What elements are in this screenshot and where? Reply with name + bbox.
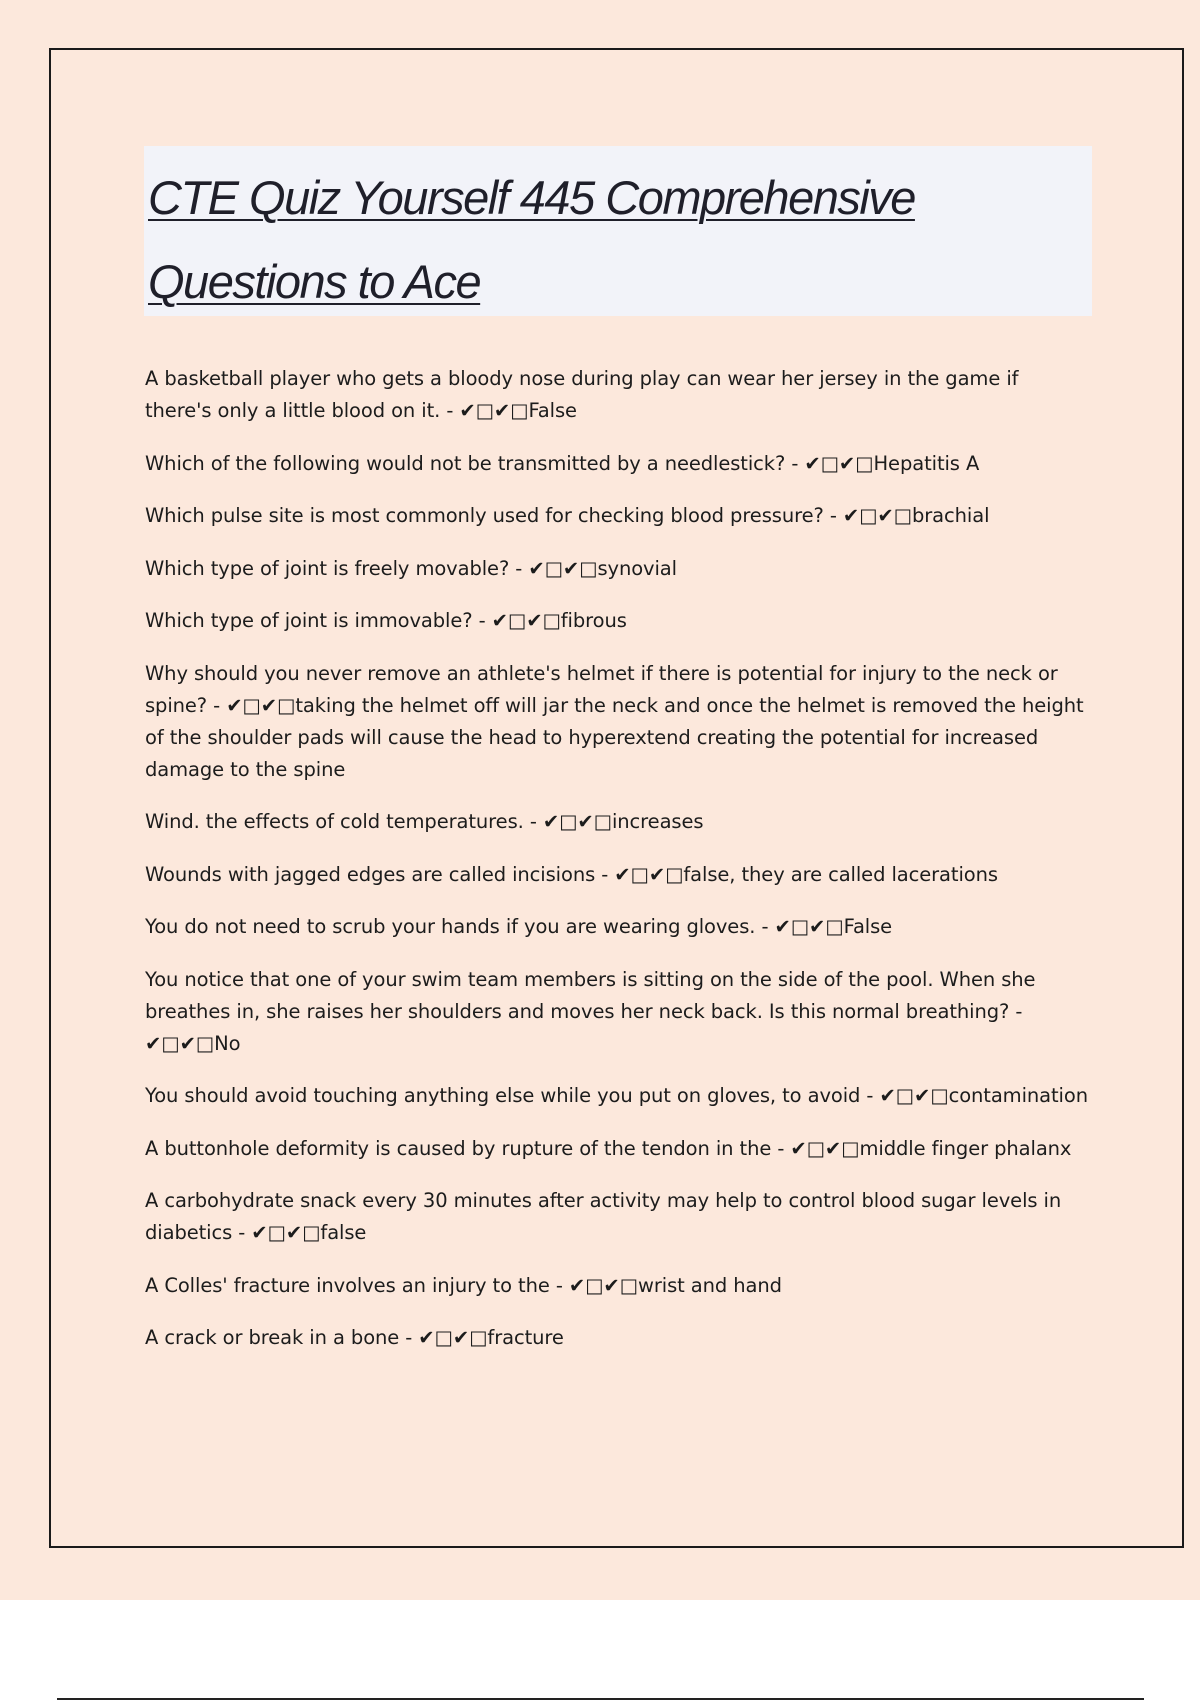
question-item: Which type of joint is immovable? - ✔□✔□fibrous: [145, 609, 627, 632]
title-line-1: CTE Quiz Yourself 445 Comprehensive: [148, 171, 915, 224]
question-item: A carbohydrate snack every 30 minutes after activity may help to control blood sugar levels in diabetics - ✔□✔□false: [145, 1189, 1062, 1244]
page-title: [148, 156, 1088, 324]
question-item: A crack or break in a bone - ✔□✔□fracture: [145, 1326, 564, 1349]
question-item: You should avoid touching anything else while you put on gloves, to avoid - ✔□✔□contamination: [145, 1084, 1088, 1107]
question-item: Which pulse site is most commonly used for checking blood pressure? - ✔□✔□brachial: [145, 504, 990, 527]
title-banner: [144, 146, 1092, 316]
question-item: A basketball player who gets a bloody nose during play can wear her jersey in the game if there's only a little blood on it. - ✔□✔□False: [145, 367, 1019, 422]
question-item: A Colles' fracture involves an injury to the - ✔□✔□wrist and hand: [145, 1273, 782, 1297]
question-item: You notice that one of your swim team members is sitting on the side of the pool. When she breathes in, she raises her shoulders and moves her neck back. Is this normal breathing? - ✔□✔□No: [145, 967, 1036, 1055]
title-line-2: Questions to Ace: [148, 255, 481, 308]
question-item: A buttonhole deformity is caused by rupture of the tendon in the - ✔□✔□middle finger phalanx: [145, 1136, 1072, 1160]
question-list: [145, 363, 1090, 1375]
question-item: Which type of joint is freely movable? - ✔□✔□synovial: [145, 556, 677, 580]
question-item: You do not need to scrub your hands if you are wearing gloves. - ✔□✔□False: [145, 915, 893, 938]
question-item: Wind. the effects of cold temperatures. - ✔□✔□increases: [145, 810, 704, 833]
question-item: Wounds with jagged edges are called incisions - ✔□✔□false, they are called lacerations: [145, 862, 998, 886]
question-item: Why should you never remove an athlete's helmet if there is potential for injury to the neck or spine? - ✔□✔□taking the helmet off will jar the neck and once the helmet is removed the height of the shoulder pads will cause the head to hyperextend creating the potential for increased damage to the spine: [145, 661, 1084, 781]
question-item: Which of the following would not be transmitted by a needlestick? - ✔□✔□Hepatitis A: [145, 451, 980, 475]
